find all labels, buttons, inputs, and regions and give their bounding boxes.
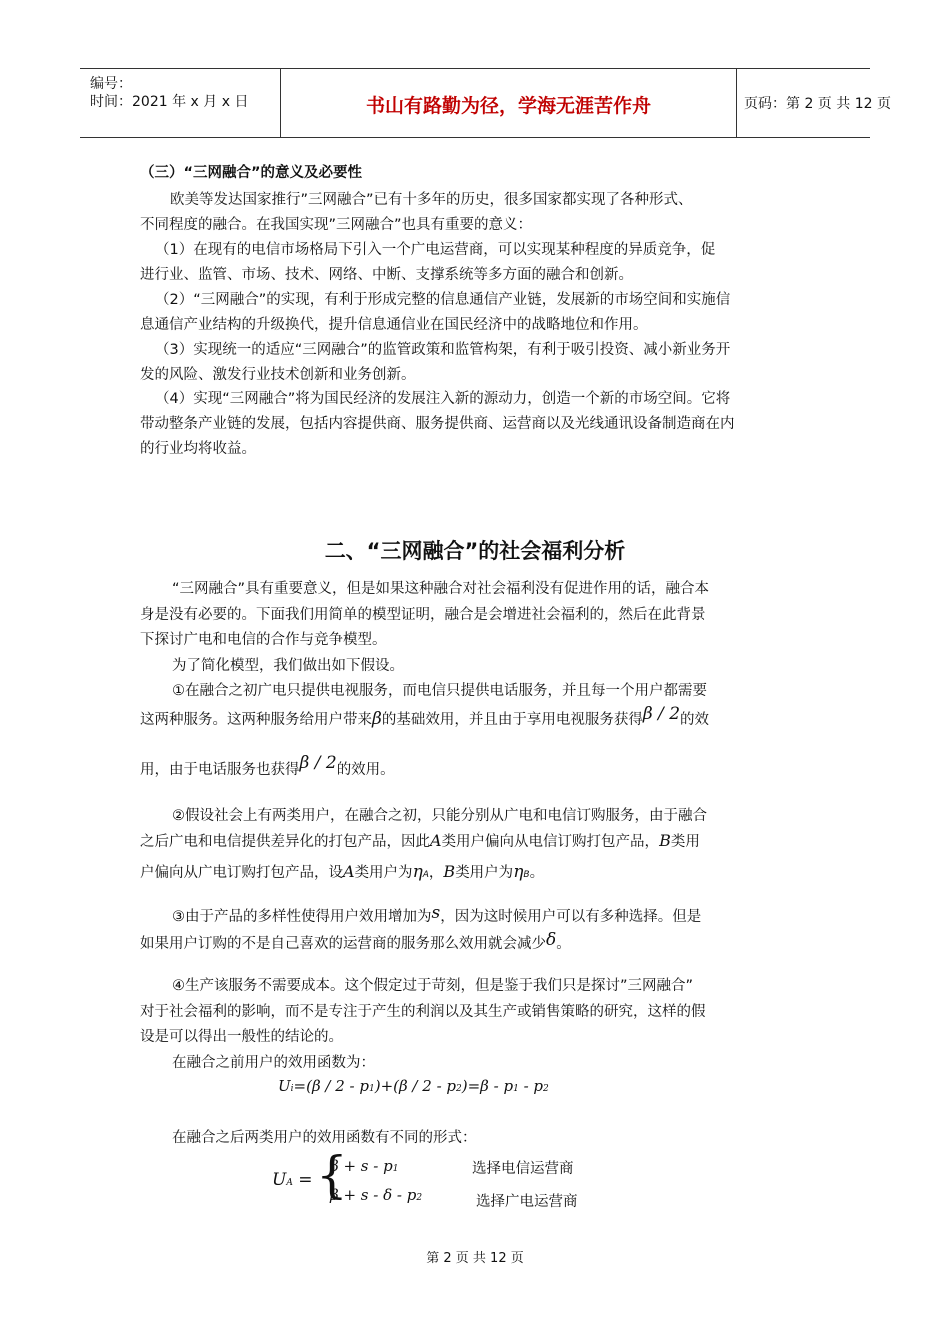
text-run: 户偏向从广电订购打包产品，设 bbox=[140, 865, 343, 881]
header-motto-cell bbox=[280, 69, 737, 137]
paragraph-line: 息通信产业结构的升级换代，提升信息通信业在国民经济中的战略地位和作用。 bbox=[140, 317, 648, 333]
text-run: ， bbox=[428, 865, 444, 881]
paragraph-line: 的行业均将收益。 bbox=[140, 441, 256, 457]
text-run: 类用户偏向从电信订购打包产品， bbox=[441, 834, 660, 850]
text-run: 用，由于电话服务也获得 bbox=[140, 762, 300, 778]
paragraph-line-with-math bbox=[172, 903, 702, 927]
text-run: 之后广电和电信提供差异化的打包产品，因此 bbox=[140, 834, 430, 850]
math-run: β + s - δ - p bbox=[330, 1186, 417, 1204]
math-brace: { bbox=[316, 1146, 348, 1204]
math-A: A bbox=[430, 831, 442, 850]
paragraph-line: 发的风险、激发行业技术创新和业务创新。 bbox=[140, 367, 416, 383]
math-delta: δ bbox=[546, 930, 557, 950]
text-run: 这两种服务。这两种服务给用户带来 bbox=[140, 712, 372, 728]
text-run: 类用 bbox=[670, 834, 700, 850]
paragraph-line: （4）实现“三网融合”将为国民经济的发展注入新的源动力，创造一个新的市场空间。它将 bbox=[155, 391, 731, 407]
motto: 书山有路勤为径，学海无涯苦作舟 bbox=[365, 95, 651, 117]
paragraph-line: ④生产该服务不需要成本。这个假定过于苛刻，但是鉴于我们只是探讨”三网融合” bbox=[172, 978, 694, 994]
paragraph-line: ①在融合之初广电只提供电视服务，而电信只提供电话服务，并且每一个用户都需要 bbox=[172, 683, 707, 699]
paragraph-line: （3）实现统一的适应“三网融合”的监管政策和监管构架，有利于吸引投资、减小新业务开 bbox=[155, 342, 731, 358]
paragraph-line: 在融合之前用户的效用函数为： bbox=[172, 1055, 375, 1071]
math-subscript: B bbox=[523, 870, 530, 880]
math-run: )+(β / 2 - p bbox=[374, 1077, 457, 1095]
math-subscript: 1 bbox=[392, 1164, 399, 1174]
paragraph-line-with-math bbox=[140, 704, 710, 730]
document-date: 时间：2021 年 x 月 x 日 bbox=[90, 94, 249, 110]
math-beta: β bbox=[372, 709, 382, 729]
header-table bbox=[80, 68, 891, 138]
math-A: A bbox=[343, 862, 355, 881]
math-B: B bbox=[443, 862, 456, 881]
paragraph-line: 不同程度的融合。在我国实现”三网融合”也具有重要的意义： bbox=[140, 217, 533, 233]
math-subscript: A bbox=[422, 870, 429, 880]
math-beta-half: β / 2 bbox=[299, 753, 337, 773]
equation-ua-lhs bbox=[272, 1170, 312, 1190]
equation-case-2 bbox=[330, 1186, 422, 1204]
math-subscript: A bbox=[286, 1178, 293, 1188]
text-run: 。 bbox=[529, 865, 545, 881]
paragraph-line: ②假设社会上有两类用户，在融合之初，只能分别从广电和电信订购服务，由于融合 bbox=[172, 808, 707, 824]
paragraph-line-with-math bbox=[140, 930, 571, 954]
paragraph-line-with-math bbox=[140, 862, 544, 885]
text-run: 的基础效用，并且由于享用电视服务获得 bbox=[381, 712, 643, 728]
paragraph-line: 设是可以得出一般性的结论的。 bbox=[140, 1029, 343, 1045]
section-title: （三）“三网融合”的意义及必要性 bbox=[140, 165, 363, 181]
paragraph-line-with-math bbox=[140, 753, 395, 780]
paragraph-line: 对于社会福利的影响，而不是专注于产生的利润以及其生产或销售策略的研究，这样的假 bbox=[140, 1004, 706, 1020]
paragraph-line: 在融合之后两类用户的效用函数有不同的形式： bbox=[172, 1130, 477, 1146]
paragraph-line: 带动整条产业链的发展，包括内容提供商、服务提供商、运营商以及光线通讯设备制造商在内 bbox=[140, 416, 735, 432]
math-run: - p bbox=[518, 1077, 544, 1095]
case-label-broadcast: 选择广电运营商 bbox=[476, 1194, 578, 1210]
paragraph-line: 欧美等发达国家推行”三网融合”已有十多年的历史，很多国家都实现了各种形式、 bbox=[170, 192, 693, 208]
text-run: ③由于产品的多样性使得用户效用增加为 bbox=[172, 909, 432, 925]
math-run: β + s - p bbox=[330, 1157, 393, 1175]
math-eta-A: η bbox=[412, 862, 423, 882]
math-subscript: i bbox=[290, 1084, 294, 1094]
document-number: 编号： bbox=[90, 76, 132, 92]
math-subscript: 1 bbox=[513, 1084, 519, 1094]
text-run: 。 bbox=[556, 936, 571, 952]
header-page-cell bbox=[736, 69, 891, 137]
text-run: 如果用户订购的不是自己喜欢的运营商的服务那么效用就会减少 bbox=[140, 936, 546, 952]
paragraph-line: （1）在现有的电信市场格局下引入一个广电运营商，可以实现某种程度的异质竞争，促 bbox=[155, 242, 716, 258]
equation-utility-before bbox=[278, 1077, 549, 1095]
header-left-cell bbox=[80, 69, 280, 137]
math-subscript: 2 bbox=[543, 1084, 549, 1094]
paragraph-line-with-math bbox=[140, 831, 700, 852]
chapter-heading: 二、“三网融合”的社会福利分析 bbox=[324, 539, 626, 563]
paragraph-line: （2）“三网融合”的实现，有利于形成完整的信息通信产业链，发展新的市场空间和实施信 bbox=[155, 292, 731, 308]
paragraph-line: 下探讨广电和电信的合作与竞争模型。 bbox=[140, 632, 387, 648]
math-subscript: 2 bbox=[456, 1084, 462, 1094]
math-U: U bbox=[272, 1170, 287, 1190]
math-run: =(β / 2 - p bbox=[293, 1077, 369, 1095]
math-run: )=β - p bbox=[461, 1077, 514, 1095]
math-subscript: 1 bbox=[368, 1084, 375, 1094]
text-run: ，因为这时候用户可以有多种选择。但是 bbox=[440, 909, 702, 925]
case-label-telecom: 选择电信运营商 bbox=[472, 1161, 574, 1177]
page-footer: 第 2 页 共 12 页 bbox=[426, 1251, 524, 1266]
math-B: B bbox=[659, 831, 671, 850]
text-run: 的效用。 bbox=[336, 762, 395, 778]
text-run: 的效 bbox=[680, 712, 710, 728]
math-s: s bbox=[431, 903, 441, 923]
paragraph-line: 为了简化模型，我们做出如下假设。 bbox=[172, 658, 404, 674]
math-eta-B: η bbox=[513, 862, 524, 882]
math-U: U bbox=[278, 1077, 291, 1095]
math-equals: = bbox=[298, 1170, 313, 1190]
math-beta-half: β / 2 bbox=[642, 704, 681, 724]
paragraph-line: 身是没有必要的。下面我们用简单的模型证明，融合是会增进社会福利的，然后在此背景 bbox=[140, 607, 706, 623]
paragraph-line: “三网融合”具有重要意义，但是如果这种融合对社会福利没有促进作用的话，融合本 bbox=[172, 581, 710, 597]
math-subscript: 2 bbox=[416, 1193, 423, 1203]
page-info: 页码：第 2 页 共 12 页 bbox=[744, 96, 891, 112]
text-run: 类用户为 bbox=[354, 865, 413, 881]
equation-case-1 bbox=[330, 1157, 398, 1175]
paragraph-line: 进行业、监管、市场、技术、网络、中断、支撑系统等多方面的融合和创新。 bbox=[140, 267, 633, 283]
text-run: 类用户为 bbox=[455, 865, 514, 881]
